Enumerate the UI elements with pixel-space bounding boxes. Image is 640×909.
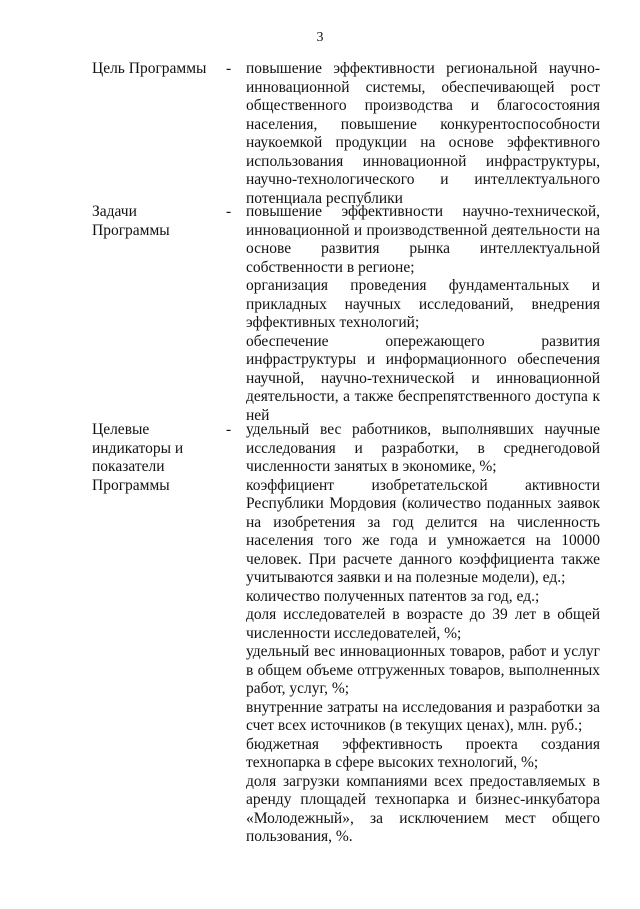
indicators-line: удельный вес инновационных товаров, работ и услуг: [246, 643, 600, 660]
indicators-line: счет всех источников (в текущих ценах), млн. руб.;: [246, 717, 583, 734]
indicators-line: Республики Мордовия (количество поданных заявок: [246, 495, 600, 512]
tasks-line: организация проведения фундаментальных и: [246, 277, 600, 294]
goal-text: [246, 60, 600, 208]
indicators-label-line: показатели: [92, 458, 165, 475]
indicators-label-line: Программы: [92, 476, 170, 494]
tasks-line: эффективных технологий;: [246, 314, 420, 331]
goal-line: общественного производства и благосостояния: [246, 97, 600, 114]
goal-line: повышение эффективности региональной научно-: [246, 60, 600, 77]
indicators-label: [92, 421, 222, 495]
tasks-line: обеспечение опережающего развития: [246, 332, 600, 350]
goal-label-line: Цель Программы: [92, 60, 207, 77]
indicators-line: на изобретения за год делится на численность: [246, 513, 600, 531]
goal-line: научно-технологического и интеллектуального: [246, 171, 600, 188]
indicators-line: бюджетная эффективность проекта создания: [246, 735, 600, 753]
goal-dash: -: [226, 60, 232, 77]
indicators-line: численности исследователей, %;: [246, 624, 462, 642]
indicators-text: [246, 421, 600, 847]
indicators-label-line: индикаторы и: [92, 439, 184, 457]
indicators-line: «Молодежный», за исключением мест общего: [246, 809, 600, 827]
indicators-line: удельный вес работников, выполнявших научные: [246, 421, 600, 438]
indicators-line: численности занятых в экономике, %;: [246, 458, 497, 475]
tasks-text: [246, 203, 600, 425]
indicators-line: внутренние затраты на исследования и разработки за: [246, 698, 600, 716]
tasks-line: собственности в регионе;: [246, 258, 415, 276]
indicators-line: в общем объеме отгруженных товаров, выполненных: [246, 661, 600, 679]
indicators-line: работ, услуг, %;: [246, 680, 350, 697]
tasks-dash: -: [226, 203, 232, 220]
indicators-dash: -: [226, 421, 232, 438]
tasks-line: научной, научно-технической и инновационной: [246, 369, 600, 387]
tasks-label-line: Программы: [92, 221, 170, 239]
indicators-line: населения того же года и умножается на 10000: [246, 532, 600, 549]
goal-line: населения, повышение конкурентоспособности: [246, 115, 600, 133]
indicators-line: доля исследователей в возрасте до 39 лет в общей: [246, 606, 600, 623]
tasks-line: инновационной и производственной деятельности на: [246, 221, 600, 239]
goal-line: использования инновационной инфраструктуры,: [246, 152, 600, 170]
indicators-line: пользования, %.: [246, 828, 353, 845]
indicators-line: человек. При расчете данного коэффициента также: [246, 550, 600, 568]
indicators-line: учитываются заявки и на полезные модели), ед.;: [246, 569, 566, 586]
tasks-line: основе развития рынка интеллектуальной: [246, 240, 600, 257]
goal-label: [92, 60, 222, 79]
indicators-line: технопарка в сфере высоких технологий, %;: [246, 754, 539, 771]
indicators-line: количество полученных патентов за год, ед.;: [246, 587, 540, 605]
indicators-line: исследования и разработки, в среднегодовой: [246, 439, 600, 457]
goal-line: инновационной системы, обеспечивающей рост: [246, 78, 600, 96]
tasks-line: повышение эффективности научно-технической,: [246, 203, 600, 220]
tasks-label: [92, 203, 222, 240]
goal-line: потенциала республики: [246, 189, 403, 207]
tasks-line: прикладных научных исследований, внедрения: [246, 295, 600, 313]
page-number: 3: [316, 30, 324, 45]
tasks-line: ней: [246, 406, 270, 424]
indicators-line: аренду площадей технопарка и бизнес-инкубатора: [246, 791, 600, 808]
tasks-line: деятельности, а также беспрепятственного доступа к: [246, 388, 600, 405]
indicators-line: доля загрузки компаниями всех предоставляемых в: [246, 772, 600, 790]
tasks-line: инфраструктуры и информационного обеспечения: [246, 351, 600, 368]
indicators-label-line: Целевые: [92, 421, 150, 438]
goal-line: наукоемкой продукции на основе эффективного: [246, 134, 600, 151]
indicators-line: коэффициент изобретательской активности: [246, 476, 600, 494]
tasks-label-line: Задачи: [92, 203, 137, 220]
